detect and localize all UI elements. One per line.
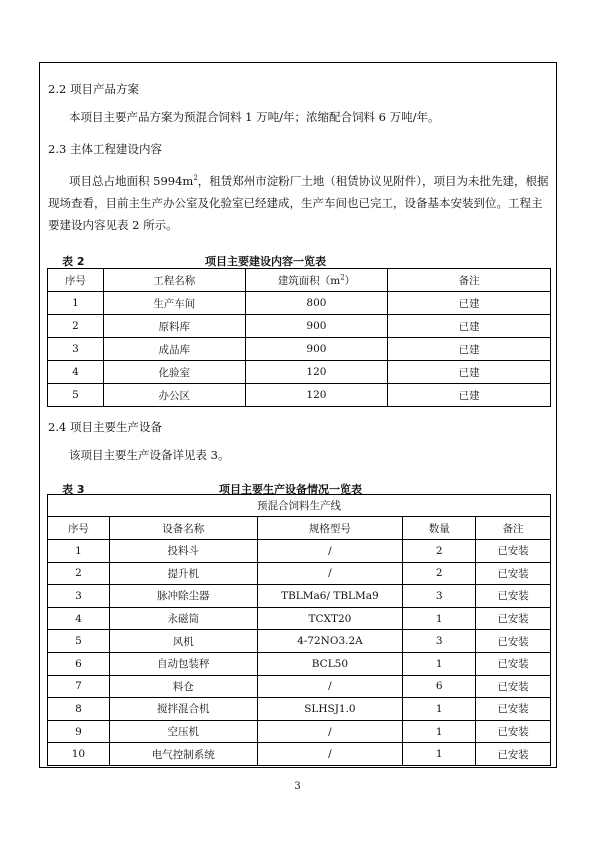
table-3 [47, 494, 551, 766]
t3-group-title: 预混合饲料生产线 [48, 495, 551, 517]
cell-note: 已安装 [476, 585, 551, 608]
cell-note: 已安装 [476, 652, 551, 675]
cell-note: 已安装 [476, 743, 551, 766]
cell-note: 已建 [388, 315, 551, 338]
cell-index: 9 [48, 720, 110, 743]
cell-index: 3 [48, 585, 110, 608]
cell-index: 2 [48, 315, 104, 338]
cell-model: SLHSJ1.0 [257, 698, 403, 721]
table-row [48, 698, 551, 721]
table-3-header-row [48, 517, 551, 540]
cell-index: 6 [48, 652, 110, 675]
cell-index: 4 [48, 607, 110, 630]
table-2-header-row [48, 269, 551, 292]
cell-index: 1 [48, 292, 104, 315]
cell-name: 原料库 [103, 315, 245, 338]
cell-qty: 1 [403, 607, 476, 630]
cell-device: 风机 [109, 630, 257, 653]
cell-device: 自动包装秤 [109, 652, 257, 675]
cell-index: 4 [48, 361, 104, 384]
cell-note: 已安装 [476, 630, 551, 653]
table-3-label: 表 3 [62, 483, 85, 496]
cell-index: 8 [48, 698, 110, 721]
cell-note: 已建 [388, 292, 551, 315]
cell-name: 生产车间 [103, 292, 245, 315]
cell-device: 料仓 [109, 675, 257, 698]
t3-header-note: 备注 [476, 517, 551, 540]
cell-qty: 1 [403, 720, 476, 743]
t3-header-model: 规格型号 [257, 517, 403, 540]
cell-index: 1 [48, 540, 110, 563]
table-row [48, 315, 551, 338]
cell-qty: 2 [403, 562, 476, 585]
t3-header-index: 序号 [48, 517, 110, 540]
section-2-4-text: 该项目主要生产设备详见表 3。 [69, 448, 230, 462]
cell-name: 化验室 [103, 361, 245, 384]
table-row [48, 743, 551, 766]
table-row [48, 675, 551, 698]
t3-header-device: 设备名称 [109, 517, 257, 540]
section-2-4-heading: 2.4 项目主要生产设备 [48, 420, 162, 434]
cell-model: / [257, 743, 403, 766]
cell-model: BCL50 [257, 652, 403, 675]
cell-qty: 3 [403, 585, 476, 608]
t2-header-index: 序号 [48, 269, 104, 292]
cell-device: 空压机 [109, 720, 257, 743]
cell-model: / [257, 540, 403, 563]
cell-device: 提升机 [109, 562, 257, 585]
page-number: 3 [294, 781, 301, 792]
cell-model: / [257, 675, 403, 698]
table-row [48, 652, 551, 675]
cell-qty: 1 [403, 698, 476, 721]
cell-model: TCXT20 [257, 607, 403, 630]
table-row [48, 384, 551, 407]
cell-index: 7 [48, 675, 110, 698]
cell-area: 900 [245, 338, 388, 361]
t2-header-name: 工程名称 [103, 269, 245, 292]
cell-note: 已建 [388, 361, 551, 384]
cell-model: / [257, 562, 403, 585]
cell-area: 900 [245, 315, 388, 338]
section-2-3-text: 项目总占地面积 $5994m^2$，租赁郑州市淀粉厂土地（租赁协议见附件），项目为未批先建，根据现场查看，目前主生产办公室及化验室已经建成，生产车间也已完工，设备基本安装到位。工程主要建设内容见表 2 所示。 [48, 173, 549, 232]
cell-index: 3 [48, 338, 104, 361]
t3-header-qty: 数量 [403, 517, 476, 540]
table-3-title: 项目主要生产设备情况一览表 [219, 483, 362, 496]
cell-qty: 1 [403, 743, 476, 766]
cell-device: 搅拌混合机 [109, 698, 257, 721]
cell-device: 电气控制系统 [109, 743, 257, 766]
cell-device: 永磁筒 [109, 607, 257, 630]
table-row [48, 720, 551, 743]
cell-note: 已安装 [476, 540, 551, 563]
cell-note: 已安装 [476, 562, 551, 585]
table-row [48, 292, 551, 315]
cell-note: 已安装 [476, 675, 551, 698]
cell-device: 脉冲除尘器 [109, 585, 257, 608]
cell-note: 已安装 [476, 607, 551, 630]
cell-index: 5 [48, 384, 104, 407]
table-row [48, 585, 551, 608]
section-2-2-text: 本项目主要产品方案为预混合饲料 1 万吨/年；浓缩配合饲料 6 万吨/年。 [69, 110, 440, 124]
cell-area: 120 [245, 384, 388, 407]
table-3-group-row [48, 495, 551, 517]
cell-index: 5 [48, 630, 110, 653]
cell-qty: 1 [403, 652, 476, 675]
cell-qty: 3 [403, 630, 476, 653]
table-2-title: 项目主要建设内容一览表 [205, 255, 326, 268]
cell-model: / [257, 720, 403, 743]
cell-name: 成品库 [103, 338, 245, 361]
table-row [48, 562, 551, 585]
table-row [48, 630, 551, 653]
table-2 [47, 268, 551, 407]
cell-index: 2 [48, 562, 110, 585]
table-row [48, 361, 551, 384]
cell-note: 已建 [388, 338, 551, 361]
table-row [48, 338, 551, 361]
cell-model: 4-72NO3.2A [257, 630, 403, 653]
t2-header-area: 建筑面积$(m^2)$ [245, 269, 388, 292]
cell-note: 已安装 [476, 720, 551, 743]
table-2-label: 表 2 [62, 255, 85, 268]
cell-index: 10 [48, 743, 110, 766]
cell-qty: 2 [403, 540, 476, 563]
cell-note: 已建 [388, 384, 551, 407]
section-2-2-heading: 2.2 项目产品方案 [48, 82, 139, 96]
cell-device: 投料斗 [109, 540, 257, 563]
section-2-3-heading: 2.3 主体工程建设内容 [48, 142, 162, 156]
cell-note: 已安装 [476, 698, 551, 721]
t2-header-note: 备注 [388, 269, 551, 292]
cell-name: 办公区 [103, 384, 245, 407]
cell-area: 120 [245, 361, 388, 384]
table-row [48, 607, 551, 630]
cell-qty: 6 [403, 675, 476, 698]
cell-area: 800 [245, 292, 388, 315]
table-row [48, 540, 551, 563]
cell-model: TBLMa6/ TBLMa9 [257, 585, 403, 608]
